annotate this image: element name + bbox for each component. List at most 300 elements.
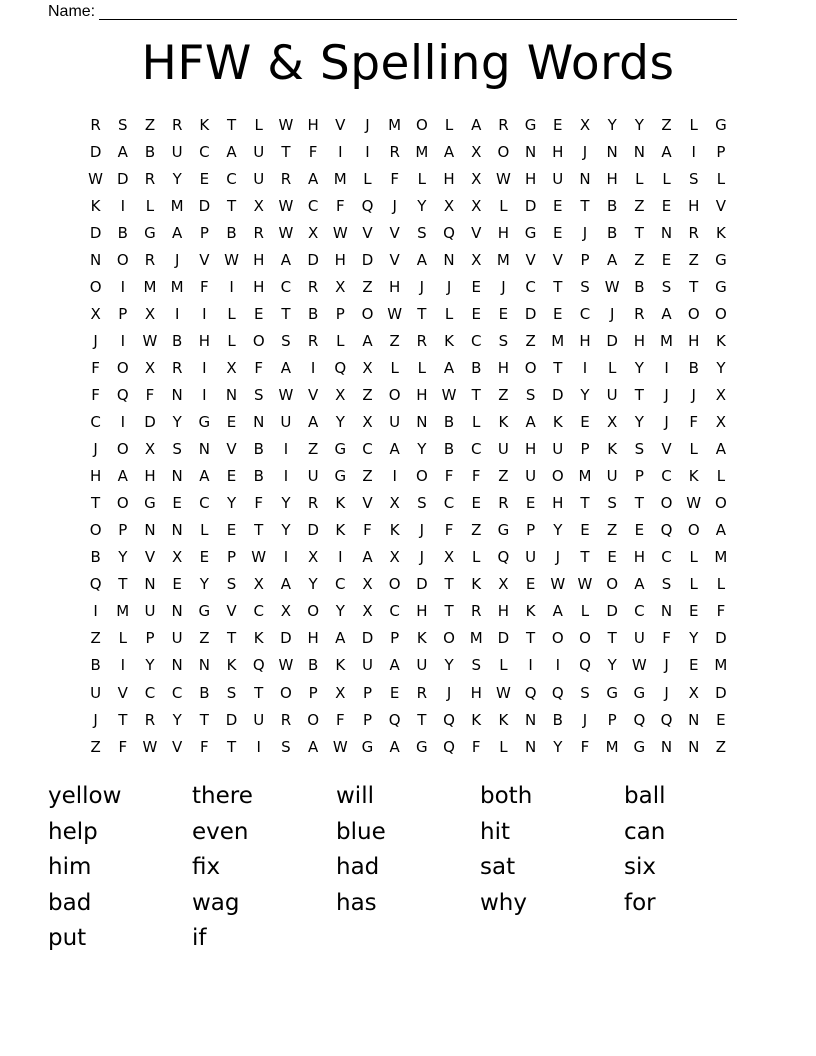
grid-letter[interactable]: Y (417, 440, 427, 459)
grid-letter[interactable]: O (497, 142, 510, 161)
grid-letter[interactable]: W (142, 737, 158, 756)
grid-letter[interactable]: T (634, 223, 644, 242)
grid-letter[interactable]: T (118, 710, 128, 729)
grid-letter[interactable]: R (307, 494, 319, 513)
grid-letter[interactable]: C (335, 575, 346, 594)
grid-letter[interactable]: H (606, 169, 618, 188)
grid-letter[interactable]: N (660, 223, 673, 242)
grid-letter[interactable]: X (471, 196, 482, 215)
grid-letter[interactable]: G (144, 494, 156, 513)
grid-letter[interactable]: D (361, 250, 374, 269)
grid-letter[interactable]: U (633, 629, 645, 648)
grid-letter[interactable]: X (335, 385, 346, 404)
grid-letter[interactable]: M (116, 602, 130, 621)
grid-letter[interactable]: G (715, 250, 727, 269)
grid-letter[interactable]: I (256, 737, 261, 756)
grid-letter[interactable]: Q (497, 548, 510, 567)
grid-letter[interactable]: N (606, 142, 618, 161)
grid-letter[interactable]: C (171, 683, 183, 702)
grid-letter[interactable]: E (525, 494, 536, 513)
grid-letter[interactable]: K (607, 440, 618, 459)
grid-letter[interactable]: B (307, 304, 319, 323)
grid-letter[interactable]: Y (580, 385, 590, 404)
grid-letter[interactable]: L (499, 737, 508, 756)
grid-letter[interactable]: J (582, 142, 588, 161)
grid-letter[interactable]: M (170, 196, 184, 215)
grid-letter[interactable]: F (308, 142, 318, 161)
grid-letter[interactable]: F (200, 277, 209, 296)
grid-letter[interactable]: Z (362, 277, 373, 296)
grid-letter[interactable]: H (497, 223, 510, 242)
grid-letter[interactable]: M (496, 250, 510, 269)
grid-letter[interactable]: L (200, 521, 209, 540)
grid-letter[interactable]: E (553, 223, 563, 242)
grid-letter[interactable]: P (362, 710, 372, 729)
grid-letter[interactable]: P (607, 710, 617, 729)
grid-letter[interactable]: H (524, 169, 537, 188)
grid-letter[interactable]: O (361, 304, 374, 323)
grid-letter[interactable]: L (227, 331, 236, 350)
grid-letter[interactable]: T (254, 521, 264, 540)
grid-letter[interactable]: M (333, 169, 347, 188)
grid-letter[interactable]: X (335, 277, 346, 296)
grid-letter[interactable]: C (389, 602, 400, 621)
grid-letter[interactable]: A (416, 250, 427, 269)
grid-letter[interactable]: E (253, 304, 264, 323)
grid-letter[interactable]: B (199, 683, 210, 702)
grid-letter[interactable]: X (471, 169, 482, 188)
grid-letter[interactable]: E (525, 575, 536, 594)
grid-letter[interactable]: H (253, 250, 265, 269)
grid-letter[interactable]: O (116, 250, 129, 269)
grid-letter[interactable]: L (417, 358, 427, 377)
grid-letter[interactable]: Y (172, 710, 182, 729)
grid-letter[interactable]: B (471, 358, 482, 377)
grid-letter[interactable]: R (498, 115, 509, 134)
grid-letter[interactable]: O (116, 358, 129, 377)
grid-letter[interactable]: U (253, 142, 265, 161)
grid-letter[interactable]: N (524, 710, 537, 729)
grid-letter[interactable]: N (198, 656, 210, 675)
grid-letter[interactable]: L (444, 304, 454, 323)
grid-letter[interactable]: A (634, 575, 645, 594)
grid-letter[interactable]: M (388, 115, 402, 134)
grid-letter[interactable]: A (525, 413, 536, 432)
grid-letter[interactable]: I (120, 656, 125, 675)
grid-letter[interactable]: M (660, 331, 673, 350)
grid-letter[interactable]: I (338, 548, 343, 567)
grid-letter[interactable]: C (280, 277, 292, 296)
grid-letter[interactable]: H (307, 629, 319, 648)
grid-letter[interactable]: P (580, 440, 590, 459)
grid-letter[interactable]: W (577, 575, 593, 594)
grid-letter[interactable]: Z (688, 250, 699, 269)
grid-letter[interactable]: Y (172, 413, 182, 432)
grid-letter[interactable]: R (416, 683, 428, 702)
grid-letter[interactable]: L (635, 169, 644, 188)
grid-letter[interactable]: Y (607, 656, 617, 675)
grid-letter[interactable]: D (606, 331, 618, 350)
grid-letter[interactable]: B (253, 440, 264, 459)
grid-letter[interactable]: T (689, 277, 699, 296)
grid-letter[interactable]: V (389, 223, 400, 242)
grid-letter[interactable]: V (226, 602, 237, 621)
grid-letter[interactable]: F (444, 521, 454, 540)
grid-letter[interactable]: E (553, 304, 563, 323)
grid-letter[interactable]: Y (145, 656, 155, 675)
grid-letter[interactable]: E (172, 494, 182, 513)
grid-letter[interactable]: W (278, 385, 294, 404)
grid-letter[interactable]: T (444, 575, 454, 594)
grid-letter[interactable]: K (715, 223, 726, 242)
grid-letter[interactable]: U (606, 385, 618, 404)
grid-letter[interactable]: L (254, 115, 263, 134)
grid-letter[interactable]: X (362, 602, 373, 621)
grid-letter[interactable]: D (198, 196, 211, 215)
grid-letter[interactable]: J (501, 277, 506, 296)
grid-letter[interactable]: U (171, 142, 183, 161)
grid-letter[interactable]: T (580, 494, 590, 513)
grid-letter[interactable]: E (498, 304, 509, 323)
grid-letter[interactable]: N (171, 385, 183, 404)
grid-letter[interactable]: I (283, 440, 289, 459)
grid-letter[interactable]: A (307, 413, 319, 432)
grid-letter[interactable]: S (281, 737, 291, 756)
grid-letter[interactable]: C (199, 494, 210, 513)
grid-letter[interactable]: Z (715, 737, 727, 756)
grid-letter[interactable]: N (524, 737, 537, 756)
grid-letter[interactable]: D (524, 196, 537, 215)
grid-letter[interactable]: U (144, 602, 156, 621)
grid-letter[interactable]: P (335, 304, 345, 323)
grid-letter[interactable]: Y (172, 169, 182, 188)
grid-letter[interactable]: E (716, 710, 726, 729)
grid-letter[interactable]: O (687, 521, 700, 540)
grid-letter[interactable]: H (688, 331, 700, 350)
grid-letter[interactable]: A (172, 223, 183, 242)
grid-letter[interactable]: Z (90, 737, 101, 756)
grid-letter[interactable]: B (253, 467, 264, 486)
grid-letter[interactable]: L (417, 169, 427, 188)
grid-letter[interactable]: Q (551, 683, 564, 702)
grid-letter[interactable]: E (661, 196, 672, 215)
grid-letter[interactable]: L (607, 358, 617, 377)
grid-letter[interactable]: O (415, 115, 428, 134)
grid-letter[interactable]: G (497, 521, 510, 540)
grid-letter[interactable]: E (199, 548, 210, 567)
grid-letter[interactable]: L (499, 656, 508, 675)
grid-letter[interactable]: G (416, 737, 428, 756)
grid-letter[interactable]: Z (471, 521, 482, 540)
grid-letter[interactable]: X (498, 575, 509, 594)
grid-letter[interactable]: X (253, 575, 264, 594)
grid-letter[interactable]: E (634, 521, 645, 540)
grid-letter[interactable]: Q (89, 575, 102, 594)
grid-letter[interactable]: A (362, 331, 373, 350)
grid-letter[interactable]: V (661, 440, 672, 459)
grid-letter[interactable]: F (91, 358, 100, 377)
grid-letter[interactable]: A (362, 548, 373, 567)
grid-letter[interactable]: Q (660, 521, 673, 540)
grid-letter[interactable]: O (252, 331, 265, 350)
grid-letter[interactable]: B (443, 413, 455, 432)
grid-letter[interactable]: L (118, 629, 127, 648)
grid-letter[interactable]: O (660, 494, 673, 513)
grid-letter[interactable]: O (715, 304, 727, 323)
grid-letter[interactable]: X (579, 115, 591, 134)
grid-letter[interactable]: K (226, 656, 237, 675)
grid-letter[interactable]: F (471, 467, 481, 486)
grid-letter[interactable]: X (443, 548, 455, 567)
grid-letter[interactable]: F (254, 494, 264, 513)
grid-letter[interactable]: Y (553, 521, 563, 540)
grid-letter[interactable]: T (580, 196, 590, 215)
grid-letter[interactable]: X (715, 413, 727, 432)
grid-letter[interactable]: D (416, 575, 428, 594)
grid-letter[interactable]: T (226, 629, 237, 648)
grid-letter[interactable]: G (715, 115, 727, 134)
grid-letter[interactable]: M (143, 277, 157, 296)
grid-letter[interactable]: I (664, 358, 669, 377)
grid-letter[interactable]: H (552, 142, 564, 161)
grid-letter[interactable]: Q (524, 683, 537, 702)
grid-letter[interactable]: B (307, 656, 319, 675)
grid-letter[interactable]: G (144, 223, 156, 242)
grid-letter[interactable]: A (226, 142, 237, 161)
grid-letter[interactable]: D (497, 629, 510, 648)
grid-letter[interactable]: X (144, 440, 156, 459)
grid-letter[interactable]: U (90, 683, 102, 702)
grid-letter[interactable]: Y (634, 358, 644, 377)
grid-letter[interactable]: O (579, 629, 591, 648)
grid-letter[interactable]: J (446, 683, 452, 702)
grid-letter[interactable]: I (691, 142, 696, 161)
grid-letter[interactable]: A (715, 440, 727, 459)
grid-letter[interactable]: O (551, 467, 564, 486)
grid-letter[interactable]: I (283, 467, 289, 486)
grid-letter[interactable]: B (226, 223, 237, 242)
grid-letter[interactable]: U (525, 467, 537, 486)
grid-letter[interactable]: N (524, 142, 537, 161)
grid-letter[interactable]: B (144, 142, 156, 161)
grid-letter[interactable]: R (389, 142, 400, 161)
grid-letter[interactable]: J (93, 440, 98, 459)
grid-letter[interactable]: Y (281, 521, 291, 540)
grid-letter[interactable]: N (144, 575, 156, 594)
grid-letter[interactable]: U (552, 169, 564, 188)
grid-letter[interactable]: U (253, 169, 265, 188)
grid-letter[interactable]: R (90, 115, 101, 134)
grid-letter[interactable]: C (307, 196, 319, 215)
grid-letter[interactable]: T (553, 277, 563, 296)
grid-letter[interactable]: Q (388, 710, 401, 729)
grid-letter[interactable]: Z (144, 115, 156, 134)
grid-letter[interactable]: A (607, 250, 618, 269)
grid-letter[interactable]: T (281, 142, 291, 161)
grid-letter[interactable]: H (633, 548, 645, 567)
grid-letter[interactable]: M (714, 548, 728, 567)
grid-letter[interactable]: K (715, 331, 726, 350)
grid-letter[interactable]: W (631, 656, 647, 675)
grid-letter[interactable]: Y (308, 575, 318, 594)
grid-letter[interactable]: P (634, 467, 644, 486)
grid-letter[interactable]: Z (525, 331, 536, 350)
grid-letter[interactable]: L (689, 548, 698, 567)
grid-letter[interactable]: U (361, 656, 373, 675)
grid-letter[interactable]: Y (634, 413, 644, 432)
grid-letter[interactable]: W (251, 548, 267, 567)
grid-letter[interactable]: G (633, 737, 646, 756)
grid-letter[interactable]: J (419, 548, 425, 567)
grid-letter[interactable]: E (688, 656, 699, 675)
grid-letter[interactable]: P (390, 629, 400, 648)
grid-letter[interactable]: Y (281, 494, 291, 513)
grid-letter[interactable]: U (525, 548, 537, 567)
grid-letter[interactable]: A (661, 304, 672, 323)
grid-letter[interactable]: W (278, 115, 294, 134)
grid-letter[interactable]: F (580, 737, 590, 756)
grid-letter[interactable]: A (335, 629, 346, 648)
grid-letter[interactable]: W (387, 304, 403, 323)
grid-letter[interactable]: X (688, 683, 699, 702)
grid-letter[interactable]: R (498, 494, 509, 513)
grid-letter[interactable]: M (578, 467, 592, 486)
grid-letter[interactable]: T (118, 575, 128, 594)
grid-letter[interactable]: N (660, 602, 673, 621)
grid-letter[interactable]: W (332, 223, 348, 242)
grid-letter[interactable]: J (93, 331, 98, 350)
grid-letter[interactable]: Q (116, 385, 129, 404)
grid-letter[interactable]: X (307, 223, 319, 242)
grid-letter[interactable]: Z (199, 629, 210, 648)
grid-letter[interactable]: C (579, 304, 591, 323)
grid-letter[interactable]: Z (498, 385, 509, 404)
grid-letter[interactable]: D (117, 169, 129, 188)
grid-letter[interactable]: D (361, 629, 374, 648)
grid-letter[interactable]: X (362, 358, 373, 377)
grid-letter[interactable]: I (202, 358, 207, 377)
grid-letter[interactable]: Y (689, 629, 699, 648)
grid-letter[interactable]: Q (334, 358, 347, 377)
grid-letter[interactable]: D (89, 223, 102, 242)
grid-letter[interactable]: V (117, 683, 128, 702)
grid-letter[interactable]: F (471, 737, 481, 756)
grid-letter[interactable]: C (661, 467, 672, 486)
grid-letter[interactable]: Z (498, 467, 509, 486)
grid-letter[interactable]: Q (443, 223, 455, 242)
grid-letter[interactable]: V (307, 385, 319, 404)
grid-letter[interactable]: J (691, 385, 696, 404)
grid-letter[interactable]: Z (634, 250, 645, 269)
grid-letter[interactable]: P (526, 521, 536, 540)
grid-letter[interactable]: E (580, 521, 590, 540)
grid-letter[interactable]: R (280, 169, 292, 188)
grid-letter[interactable]: L (716, 575, 726, 594)
grid-letter[interactable]: A (117, 142, 128, 161)
grid-letter[interactable]: Y (226, 494, 237, 513)
grid-letter[interactable]: K (688, 467, 699, 486)
grid-letter[interactable]: W (550, 575, 566, 594)
grid-letter[interactable]: H (144, 467, 156, 486)
grid-letter[interactable]: Q (633, 710, 646, 729)
grid-letter[interactable]: A (389, 440, 400, 459)
grid-letter[interactable]: V (715, 196, 727, 215)
grid-letter[interactable]: Q (361, 196, 374, 215)
grid-letter[interactable]: Z (362, 467, 373, 486)
grid-letter[interactable]: Z (634, 196, 645, 215)
grid-letter[interactable]: X (362, 575, 373, 594)
grid-letter[interactable]: I (93, 602, 98, 621)
grid-letter[interactable]: J (365, 115, 370, 134)
grid-letter[interactable]: S (172, 440, 182, 459)
grid-letter[interactable]: H (688, 196, 700, 215)
grid-letter[interactable]: M (415, 142, 429, 161)
grid-letter[interactable]: Y (199, 575, 209, 594)
grid-letter[interactable]: R (144, 710, 156, 729)
grid-letter[interactable]: U (497, 440, 509, 459)
grid-letter[interactable]: Y (417, 196, 427, 215)
grid-letter[interactable]: V (525, 250, 536, 269)
grid-letter[interactable]: A (552, 602, 563, 621)
grid-letter[interactable]: E (226, 467, 237, 486)
grid-letter[interactable]: S (226, 575, 237, 594)
grid-letter[interactable]: J (93, 710, 98, 729)
grid-letter[interactable]: E (226, 521, 237, 540)
grid-letter[interactable]: W (278, 196, 294, 215)
grid-letter[interactable]: I (202, 385, 207, 404)
grid-letter[interactable]: F (689, 413, 699, 432)
grid-letter[interactable]: X (389, 548, 400, 567)
grid-letter[interactable]: N (89, 250, 102, 269)
grid-letter[interactable]: S (661, 277, 672, 296)
grid-letter[interactable]: T (471, 385, 481, 404)
grid-letter[interactable]: H (253, 277, 265, 296)
grid-letter[interactable]: X (253, 196, 264, 215)
grid-letter[interactable]: S (580, 683, 590, 702)
grid-letter[interactable]: F (444, 467, 454, 486)
grid-letter[interactable]: K (335, 494, 346, 513)
grid-letter[interactable]: R (307, 331, 319, 350)
grid-letter[interactable]: D (225, 710, 238, 729)
grid-letter[interactable]: H (552, 494, 564, 513)
grid-letter[interactable]: C (470, 440, 482, 459)
grid-letter[interactable]: D (552, 385, 564, 404)
grid-letter[interactable]: I (528, 656, 533, 675)
grid-letter[interactable]: S (498, 331, 509, 350)
grid-letter[interactable]: D (89, 142, 102, 161)
grid-letter[interactable]: E (389, 683, 400, 702)
grid-letter[interactable]: H (198, 331, 210, 350)
grid-letter[interactable]: N (660, 737, 673, 756)
grid-letter[interactable]: T (91, 494, 101, 513)
grid-letter[interactable]: I (202, 304, 207, 323)
grid-letter[interactable]: T (199, 710, 209, 729)
grid-letter[interactable]: R (307, 277, 319, 296)
grid-letter[interactable]: L (444, 115, 454, 134)
grid-letter[interactable]: D (715, 683, 727, 702)
grid-letter[interactable]: W (686, 494, 702, 513)
grid-letter[interactable]: F (335, 710, 345, 729)
grid-letter[interactable]: X (715, 385, 727, 404)
grid-letter[interactable]: L (716, 467, 726, 486)
grid-letter[interactable]: A (443, 358, 455, 377)
grid-letter[interactable]: A (199, 467, 210, 486)
grid-letter[interactable]: F (254, 358, 264, 377)
grid-letter[interactable]: X (443, 196, 455, 215)
grid-letter[interactable]: M (469, 629, 483, 648)
grid-letter[interactable]: L (363, 169, 372, 188)
grid-letter[interactable]: I (283, 548, 289, 567)
